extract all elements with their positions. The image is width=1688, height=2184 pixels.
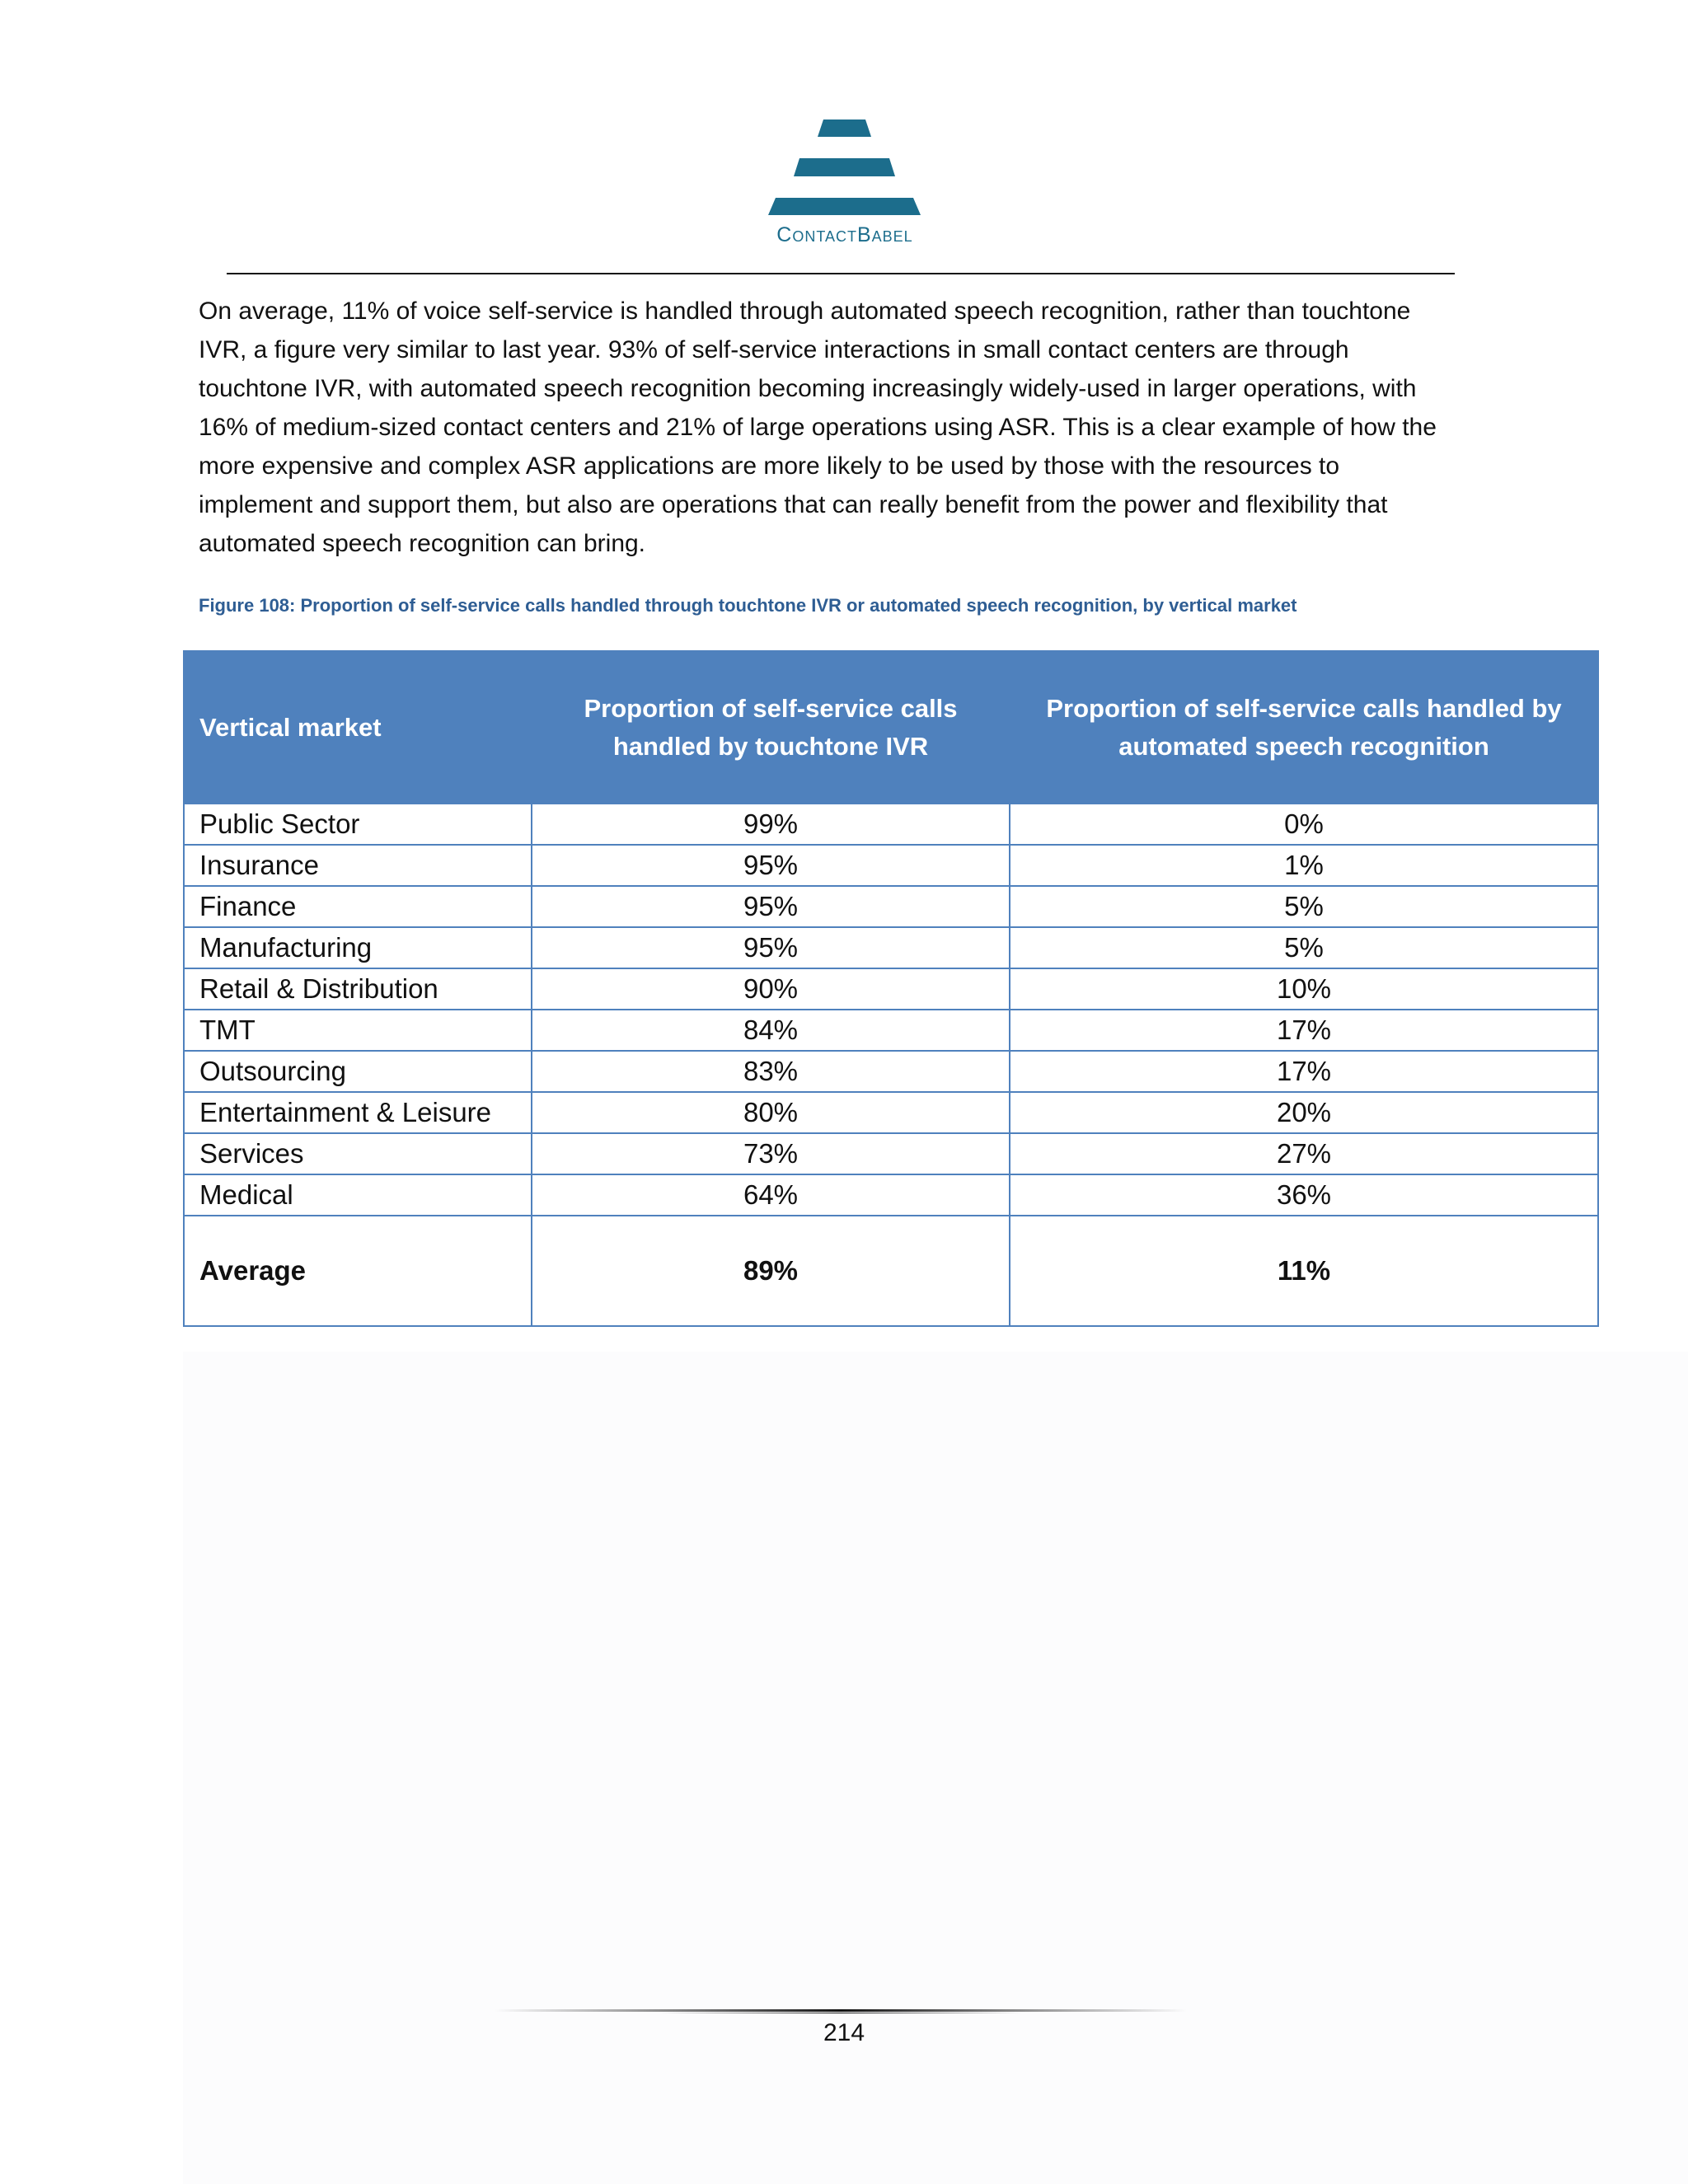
ivr-value: 80% (532, 1092, 1010, 1133)
header-asr: Proportion of self-service calls handled by automated speech recognition (1010, 651, 1598, 804)
asr-value: 10% (1010, 968, 1598, 1010)
asr-value: 27% (1010, 1133, 1598, 1174)
table-average-row (184, 1216, 1598, 1326)
vertical-market-table (183, 650, 1599, 1327)
page-number: 214 (823, 2019, 865, 2046)
contactbabel-logo (746, 118, 944, 254)
ivr-value: 99% (532, 804, 1010, 845)
brand-name: ContactBabel (776, 223, 913, 246)
table-row (184, 1051, 1598, 1092)
header-touchtone-ivr: Proportion of self-service calls handled by touchtone IVR (532, 651, 1010, 804)
ivr-value: 95% (532, 886, 1010, 927)
ivr-value: 73% (532, 1133, 1010, 1174)
ivr-value: 83% (532, 1051, 1010, 1092)
table-row (184, 927, 1598, 968)
asr-value: 0% (1010, 804, 1598, 845)
average-asr-value: 11% (1010, 1216, 1598, 1326)
market-name: Entertainment & Leisure (184, 1092, 532, 1133)
asr-value: 5% (1010, 886, 1598, 927)
asr-value: 17% (1010, 1051, 1598, 1092)
figure-caption: Figure 108: Proportion of self-service calls handled through touchtone IVR or automated speech recognition, by vertical market (199, 595, 1297, 616)
page-background (183, 1352, 1688, 2184)
market-name: Insurance (184, 845, 532, 886)
table-row (184, 1133, 1598, 1174)
table-row (184, 1174, 1598, 1216)
footer-divider (495, 2008, 1187, 2015)
ivr-value: 84% (532, 1010, 1010, 1051)
table-row (184, 1092, 1598, 1133)
market-name: Manufacturing (184, 927, 532, 968)
asr-value: 20% (1010, 1092, 1598, 1133)
market-name: TMT (184, 1010, 532, 1051)
ivr-value: 64% (532, 1174, 1010, 1216)
body-paragraph: On average, 11% of voice self-service is handled through automated speech recognition, rather than touchtone IVR, a figure very similar to last year. 93% of self-service interactions in small contact centers are through touchtone IVR, with automated speech recognition becoming increasingly widely-used in larger operations, with 16% of medium-sized contact centers and 21% of large operations using ASR. This is a clear example of how the more expensive and complex ASR applications are more likely to be used by those with the resources to implement and support them, but also are operations that can really benefit from the power and flexibility that automated speech recognition can bring. (199, 298, 1437, 557)
asr-value: 17% (1010, 1010, 1598, 1051)
average-ivr-value: 89% (532, 1216, 1010, 1326)
asr-value: 5% (1010, 927, 1598, 968)
market-name: Retail & Distribution (184, 968, 532, 1010)
ivr-value: 95% (532, 927, 1010, 968)
table-header-row (184, 651, 1598, 804)
market-name: Finance (184, 886, 532, 927)
table-row (184, 968, 1598, 1010)
market-name: Services (184, 1133, 532, 1174)
table-row (184, 804, 1598, 845)
header-vertical-market: Vertical market (184, 651, 532, 804)
market-name: Outsourcing (184, 1051, 532, 1092)
table-row (184, 1010, 1598, 1051)
table-row (184, 845, 1598, 886)
header-rule (227, 273, 1455, 274)
ivr-value: 95% (532, 845, 1010, 886)
pyramid-logo-icon (746, 118, 944, 225)
market-name: Public Sector (184, 804, 532, 845)
ivr-value: 90% (532, 968, 1010, 1010)
average-label: Average (184, 1216, 532, 1326)
table-row (184, 886, 1598, 927)
asr-value: 1% (1010, 845, 1598, 886)
market-name: Medical (184, 1174, 532, 1216)
asr-value: 36% (1010, 1174, 1598, 1216)
